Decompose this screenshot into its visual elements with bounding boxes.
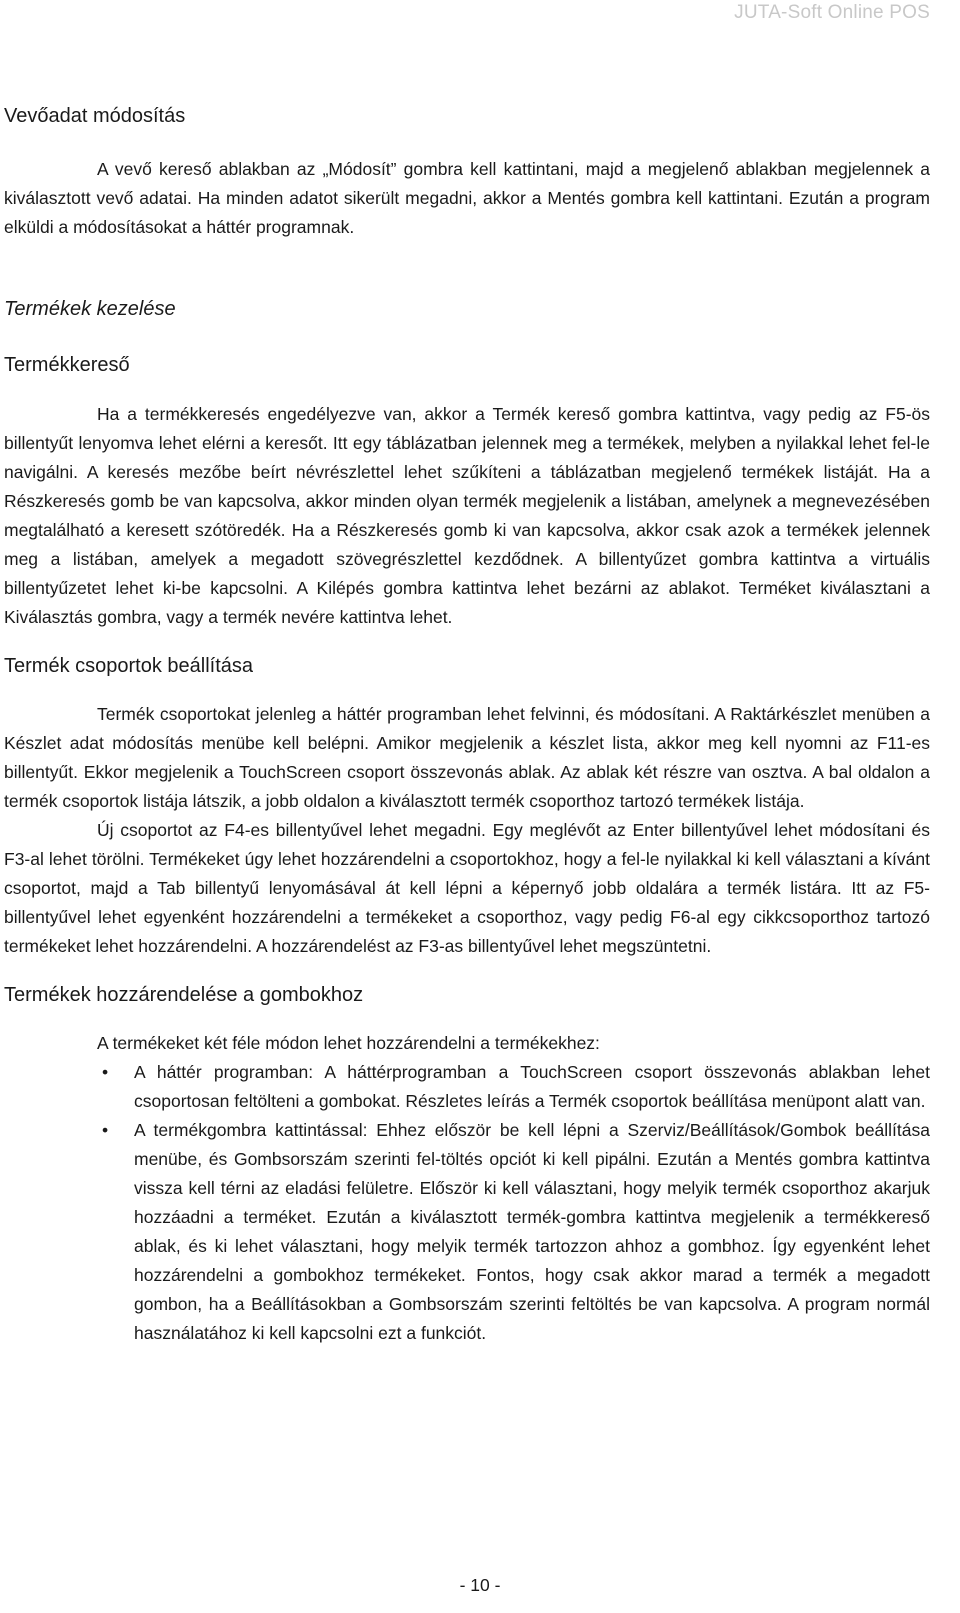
paragraph-vevoadat: A vevő kereső ablakban az „Módosít” gombra kell kattintani, majd a megjelenő ablakban megjelennek a kiválasztott vevő adatai. Ha minden adatot sikerült megadni, akkor a Mentés gombra kell kattintani. Ezután a program elküldi a módosításokat a háttér programnak.: [4, 159, 930, 237]
heading-vevoadat-modositas: Vevőadat módosítás: [4, 105, 186, 127]
paragraph-gombok-intro: A termékeket két féle módon lehet hozzárendelni a termékekhez:: [97, 1033, 600, 1053]
paragraph-csoportok-2: Új csoportot az F4-es billentyűvel lehet megadni. Egy meglévőt az Enter billentyűvel lehet módosítani és F3-al lehet törölni. Termékeket úgy lehet hozzárendelni a csoportokhoz, hogy a fel-le nyilakkal ki kell választani a kívánt csoportot, majd a Tab billentyű lenyomásával át kell lépni a képernyő jobb oldalára a termék listára. Itt az F5-billentyűvel lehet egyenként hozzárendelni a termékeket a csoporthoz, vagy pedig F6-al egy cikkcsoporthoz tartozó termékeket lehet hozzárendelni. A hozzárendelést az F3-as billentyűvel lehet megszüntetni.: [4, 820, 930, 956]
bullet-list-gombok: [4, 1058, 930, 1348]
document-body: [4, 100, 930, 1348]
list-item-text: A termékgombra kattintással: Ehhez először be kell lépni a Szerviz/Beállítások/Gombok beállítása menübe, és Gombsorszám szerinti fel-töltés opciót ki kell pipálni. Ezután a Mentés gombra kattintva vissza kell térni az eladási felületre. Először ki kell választani, hogy melyik termék csoporthoz akarjuk hozzáadni a terméket. Ezután a kiválasztott termék-gombra kattintva megjelenik a termékkereső ablak, és ki lehet választani, hogy melyik termék tartozzon ahhoz a gombhoz. Így egyenként lehet hozzárendelni a gombokhoz termékeket. Fontos, hogy csak akkor marad a termék a megadott gombon, ha a Beállításokban a Gombsorszám szerinti feltöltés be van kapcsolva. A program normál használatához ki kell kapcsolni ezt a funkciót.: [134, 1120, 930, 1343]
page-header-app-name: JUTA-Soft Online POS: [734, 2, 930, 23]
bullet-icon: •: [102, 1062, 109, 1082]
page-number: - 10 -: [459, 1575, 501, 1595]
heading-termekek-kezelese: Termékek kezelése: [4, 298, 176, 320]
paragraph-csoportok-1: Termék csoportokat jelenleg a háttér programban lehet felvinni, és módosítani. A Raktárkészlet menüben a Készlet adat módosítás menübe kell belépni. Amikor megjelenik a készlet lista, akkor meg kell nyomni az F11-es billentyűt. Ekkor megjelenik a TouchScreen csoport összevonás ablak. Az ablak két részre van osztva. A bal oldalon a termék csoportok listája látszik, a jobb oldalon a kiválasztott termék csoporthoz tartozó termékek listája.: [4, 704, 930, 811]
heading-termek-csoportok: Termék csoportok beállítása: [4, 655, 254, 677]
bullet-icon: •: [102, 1120, 109, 1140]
list-item: [4, 1058, 930, 1116]
heading-termekkereso: Termékkereső: [4, 354, 130, 376]
list-item: [4, 1116, 930, 1348]
list-item-text: A háttér programban: A háttérprogramban a TouchScreen csoport összevonás ablakban lehet csoportosan feltölteni a gombokat. Részletes leírás a Termék csoportok beállítása menüpont alatt van.: [134, 1062, 930, 1111]
paragraph-termekkereso: Ha a termékkeresés engedélyezve van, akkor a Termék kereső gombra kattintva, vagy pedig az F5-ös billentyűt lenyomva lehet elérni a keresőt. Itt egy táblázatban jelennek meg a termékek, melyben a nyilakkal lehet fel-le navigálni. A keresés mezőbe beírt névrészlettel lehet szűkíteni a táblázatban megjelenő termékek listáját. Ha a Részkeresés gomb be van kapcsolva, akkor minden olyan termék megjelenik a listában, amelynek a megnevezésében megtalálható a keresett szótöredék. Ha a Részkeresés gomb ki van kapcsolva, akkor csak azok a termékek jelennek meg a listában, amelyek a megadott szövegrészlettel kezdődnek. A billentyűzet gombra kattintva a virtuális billentyűzetet lehet ki-be kapcsolni. A Kilépés gombra kattintva lehet bezárni az ablakot. Terméket kiválasztani a Kiválasztás gombra, vagy a termék nevére kattintva lehet.: [4, 404, 930, 627]
heading-termekek-gombokhoz: Termékek hozzárendelése a gombokhoz: [4, 984, 364, 1006]
